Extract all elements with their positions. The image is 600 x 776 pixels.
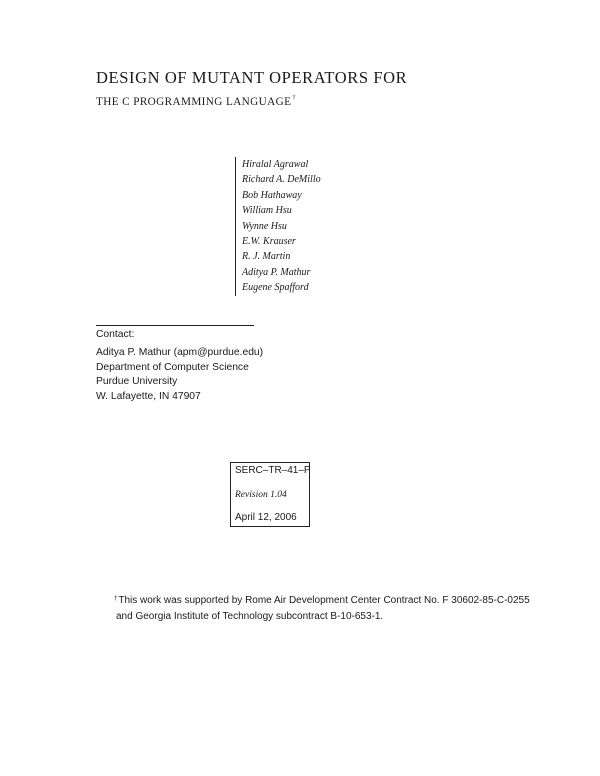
footnote-text: This work was supported by Rome Air Development Center Contract No. F 30602-85-C-0255 [118,595,530,606]
footnote-mark: † [114,596,118,602]
author-list [235,157,372,296]
author-name: Hiralal Agrawal [242,159,309,170]
author-name: R. J. Martin [242,251,291,263]
contact-line: Purdue University [96,376,178,388]
report-id: SERC–TR–41–P [235,465,311,476]
contact-divider [96,325,254,326]
report-revision: Revision 1.04 [235,490,287,500]
author-name: Richard A. DeMillo [242,174,321,186]
author-name: Wynne Hsu [242,220,287,232]
author-name: Eugene Spafford [242,282,309,294]
contact-block [96,328,263,405]
footnote [114,593,534,624]
subtitle-footnote-mark: † [292,94,296,101]
footnote-line [114,593,534,609]
report-date: April 12, 2006 [235,512,297,523]
author-name: Aditya P. Mathur [242,266,311,278]
contact-line: W. Lafayette, IN 47907 [96,391,201,403]
footnote-line: and Georgia Institute of Technology subcontract B-10-653-1. [116,610,384,622]
document-subtitle [96,96,296,108]
subtitle-text: THE C PROGRAMMING LANGUAGE [96,96,292,108]
contact-line: Department of Computer Science [96,361,249,373]
report-info-box [230,462,310,527]
contact-heading: Contact: [96,329,135,340]
contact-line: Aditya P. Mathur (apm@purdue.edu) [96,346,264,358]
author-name: Bob Hathaway [242,189,302,201]
author-name: William Hsu [242,205,292,217]
document-title: DESIGN OF MUTANT OPERATORS FOR [96,68,408,87]
author-name: E.W. Krauser [242,236,296,248]
